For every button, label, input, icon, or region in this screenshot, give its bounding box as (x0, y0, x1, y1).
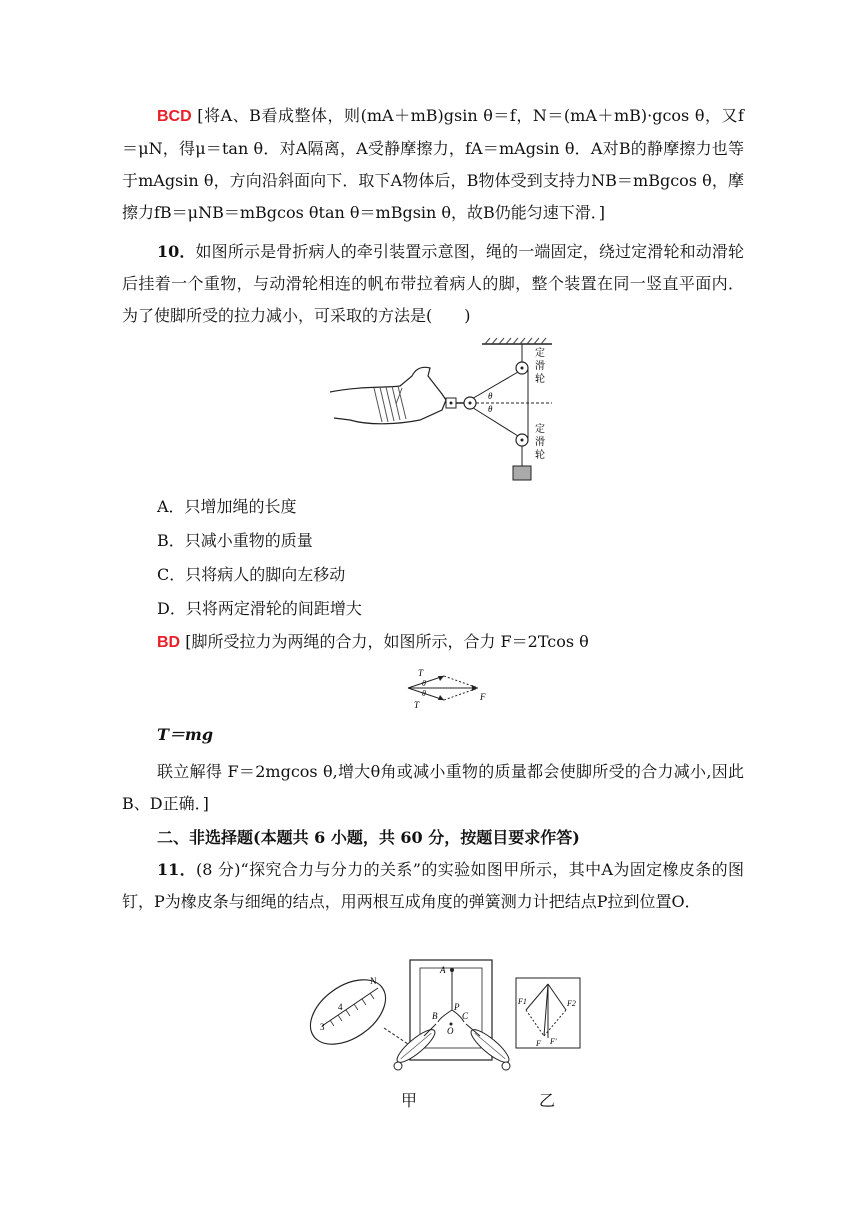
option-a: A．只增加绳的长度 (157, 497, 297, 516)
upper-pulley-label-2: 滑 (535, 361, 545, 372)
label-a: A (440, 965, 446, 975)
dial-label-4: 4 (338, 1002, 343, 1012)
label-o: O (447, 1026, 454, 1036)
answer-9-key: BCD (157, 108, 192, 125)
option-c: C．只将病人的脚向左移动 (157, 565, 346, 584)
label-b: B (432, 1011, 438, 1021)
question-10-stem (122, 236, 744, 332)
label-f1: F1 (518, 997, 527, 1006)
dial-label-n: N (370, 976, 377, 986)
answer-10-explanation: [脚所受拉力为两绳的合力，如图所示，合力 F＝2Tcos θ (185, 632, 589, 651)
lower-pulley-label-2: 滑 (535, 437, 545, 448)
caption-yi: 乙 (539, 1091, 556, 1110)
caption-jia: 甲 (401, 1091, 418, 1110)
upper-pulley-label-3: 轮 (535, 374, 545, 385)
section-heading: 二、非选择题(本题共 6 小题，共 60 分，按题目要求作答) (157, 828, 580, 847)
force-label-t-upper: T (418, 668, 424, 678)
experiment-figure (300, 956, 600, 1078)
answer-9 (122, 100, 744, 229)
answer-10-conclusion: 联立解得 F＝2mgcos θ,增大θ角或减小重物的质量都会使脚所受的合力减小,因此B、D正确．] (122, 762, 744, 813)
dial-label-3: 3 (320, 1022, 325, 1032)
traction-device-figure (330, 336, 560, 486)
force-label-theta-upper: θ (422, 679, 426, 688)
weight-block (513, 466, 531, 480)
question-11-stem (122, 854, 744, 918)
label-f: F (536, 1039, 541, 1048)
force-label-t-lower: T (414, 700, 420, 710)
label-f-prime: F′ (550, 1037, 557, 1046)
answer-9-explanation: [将A、B看成整体，则(mA＋mB)gsin θ＝f，N＝(mA＋mB)·gcos θ，又f＝μN，得μ＝tan θ．对A隔离，A受静摩擦力，fA＝mAgsin θ．A对B的静摩擦力也等于mAgsin θ，方向沿斜面向下．取下A物体后，B物体受到支持力NB＝mBgcos θ，摩擦力fB＝μNB＝mBgcos θtan θ＝mBgsin θ，故B仍能匀速下滑．] (122, 106, 744, 222)
question-10-text: 如图所示是骨折病人的牵引装置示意图，绳的一端固定，绕过定滑轮和动滑轮后挂着一个重物，与动滑轮相连的帆布带拉着病人的脚，整个装置在同一竖直平面内．为了使脚所受的拉力减小，可采取的方法是( ) (122, 242, 744, 325)
force-diagram (400, 664, 500, 714)
force-label-f: F (480, 692, 486, 702)
label-f2: F2 (567, 999, 576, 1008)
theta-upper-label: θ (488, 391, 493, 401)
lower-pulley-label-3: 轮 (535, 450, 545, 461)
question-11-text: (8 分)“探究合力与分力的关系”的实验如图甲所示，其中A为固定橡皮条的图钉，P为橡皮条与细绳的结点，用两根互成角度的弹簧测力计把结点P拉到位置O． (122, 860, 744, 911)
question-10-number: 10． (157, 242, 196, 261)
answer-10-key: BD (157, 634, 181, 651)
label-c: C (462, 1011, 469, 1021)
answer-10 (122, 626, 744, 659)
option-d: D．只将两定滑轮的间距增大 (157, 599, 362, 618)
force-label-theta-lower: θ (422, 689, 426, 698)
formula-t-mg: T＝mg (157, 725, 214, 744)
upper-pulley-label-1: 定 (535, 348, 545, 359)
option-b: B．只减小重物的质量 (157, 531, 313, 550)
label-p: P (454, 1002, 460, 1012)
theta-lower-label: θ (488, 404, 493, 414)
question-11-number: 11． (157, 860, 197, 879)
lower-pulley-label-1: 定 (535, 424, 545, 435)
